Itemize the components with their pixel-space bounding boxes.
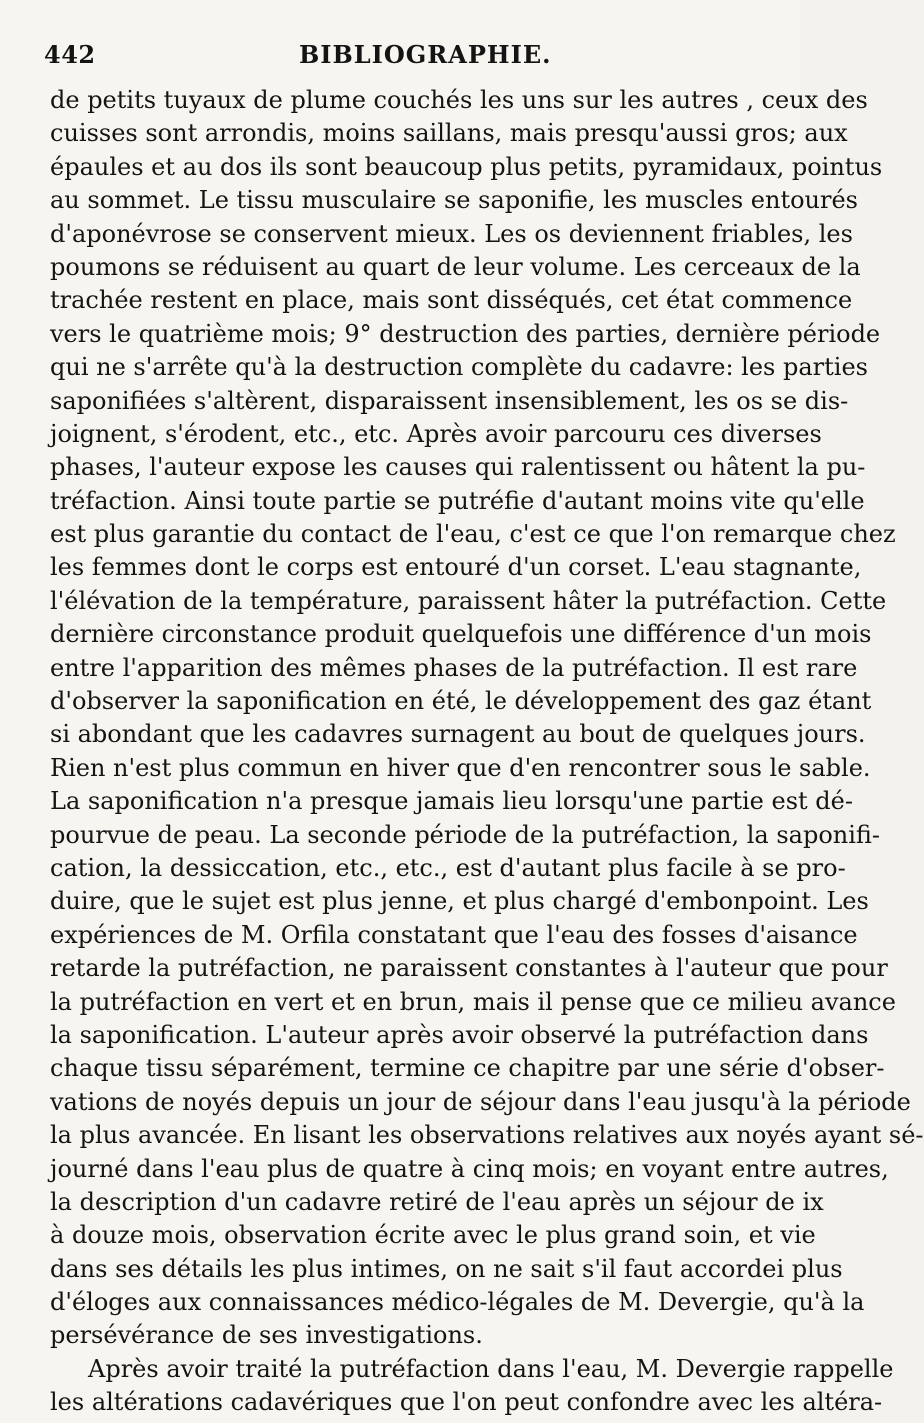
text-line: journé dans l'eau plus de quatre à cinq mois; en voyant entre autres, <box>50 1154 889 1183</box>
text-line: entre l'apparition des mêmes phases de la putréfaction. Il est rare <box>50 653 858 682</box>
text-line: duire, que le sujet est plus jenne, et plus chargé d'embonpoint. Les <box>50 887 869 916</box>
text-line: tréfaction. Ainsi toute partie se putréfie d'autant moins vite qu'elle <box>50 486 865 515</box>
text-line: d'observer la saponification en été, le développement des gaz étant <box>50 687 872 716</box>
text-line: la plus avancée. En lisant les observations relatives aux noyés ayant sé- <box>50 1121 924 1150</box>
text-line: la description d'un cadavre retiré de l'eau après un séjour de ix <box>50 1187 824 1216</box>
text-line: chaque tissu séparément, termine ce chapitre par une série d'obser- <box>50 1054 885 1083</box>
text-line: retarde la putréfaction, ne paraissent constantes à l'auteur que pour <box>50 954 888 983</box>
text-line: Rien n'est plus commun en hiver que d'en rencontrer sous le sable. <box>50 753 871 782</box>
text-line: les femmes dont le corps est entouré d'un corset. L'eau stagnante, <box>50 553 862 582</box>
text-line: la putréfaction en vert et en brun, mais il pense que ce milieu avance <box>50 987 896 1016</box>
paragraph-end-line: persévérance de ses investigations. <box>50 1321 483 1350</box>
page-header <box>44 40 754 80</box>
running-title: BIBLIOGRAPHIE. <box>299 40 552 69</box>
text-line: d'aponévrose se conservent mieux. Les os deviennent friables, les <box>50 219 853 248</box>
paragraph-start-line: Après avoir traité la putréfaction dans l'eau, M. Devergie rappelle <box>88 1354 894 1383</box>
body-text <box>50 84 924 1420</box>
text-line: cuisses sont arrondis, moins saillans, mais presqu'aussi gros; aux <box>50 119 848 148</box>
text-line: phases, l'auteur expose les causes qui ralentissent ou hâtent la pu- <box>50 453 866 482</box>
text-line: pourvue de peau. La seconde période de la putréfaction, la saponifi- <box>50 820 881 849</box>
page-number: 442 <box>44 40 96 69</box>
text-line: joignent, s'érodent, etc., etc. Après avoir parcouru ces diverses <box>50 419 822 448</box>
text-line: expériences de M. Orfila constatant que l'eau des fosses d'aisance <box>50 920 858 949</box>
text-line: épaules et au dos ils sont beaucoup plus petits, pyramidaux, pointus <box>50 152 883 181</box>
text-line: de petits tuyaux de plume couchés les uns sur les autres , ceux des <box>50 86 868 114</box>
text-line: vations de noyés depuis un jour de séjour dans l'eau jusqu'à la période <box>50 1087 911 1116</box>
text-line: cation, la dessiccation, etc., etc., est d'autant plus facile à se pro- <box>50 853 846 882</box>
text-line: est plus garantie du contact de l'eau, c'est ce que l'on remarque chez <box>50 520 896 549</box>
text-line: la saponification. L'auteur après avoir observé la putréfaction dans <box>50 1020 869 1049</box>
text-line: vers le quatrième mois; 9° destruction des parties, dernière période <box>50 319 881 348</box>
text-line: dernière circonstance produit quelquefois une différence d'un mois <box>50 620 872 649</box>
text-line: les altérations cadavériques que l'on peut confondre avec les altéra- <box>50 1388 883 1417</box>
text-line: au sommet. Le tissu musculaire se saponifie, les muscles entourés <box>50 186 858 215</box>
text-line: l'élévation de la température, paraissent hâter la putréfaction. Cette <box>50 586 887 615</box>
text-line: trachée restent en place, mais sont disséqués, cet état commence <box>50 286 853 315</box>
text-line: saponifiées s'altèrent, disparaissent insensiblement, les os se dis- <box>50 386 849 415</box>
text-line: poumons se réduisent au quart de leur volume. Les cerceaux de la <box>50 252 861 281</box>
text-line: La saponification n'a presque jamais lieu lorsqu'une partie est dé- <box>50 787 853 816</box>
text-line: dans ses détails les plus intimes, on ne sait s'il faut accordei plus <box>50 1254 843 1283</box>
text-line: à douze mois, observation écrite avec le plus grand soin, et vie <box>50 1221 816 1250</box>
text-line: si abondant que les cadavres surnagent au bout de quelques jours. <box>50 720 866 749</box>
text-line: d'éloges aux connaissances médico-légales de M. Devergie, qu'à la <box>50 1288 865 1317</box>
text-line: qui ne s'arrête qu'à la destruction complète du cadavre: les parties <box>50 353 868 382</box>
